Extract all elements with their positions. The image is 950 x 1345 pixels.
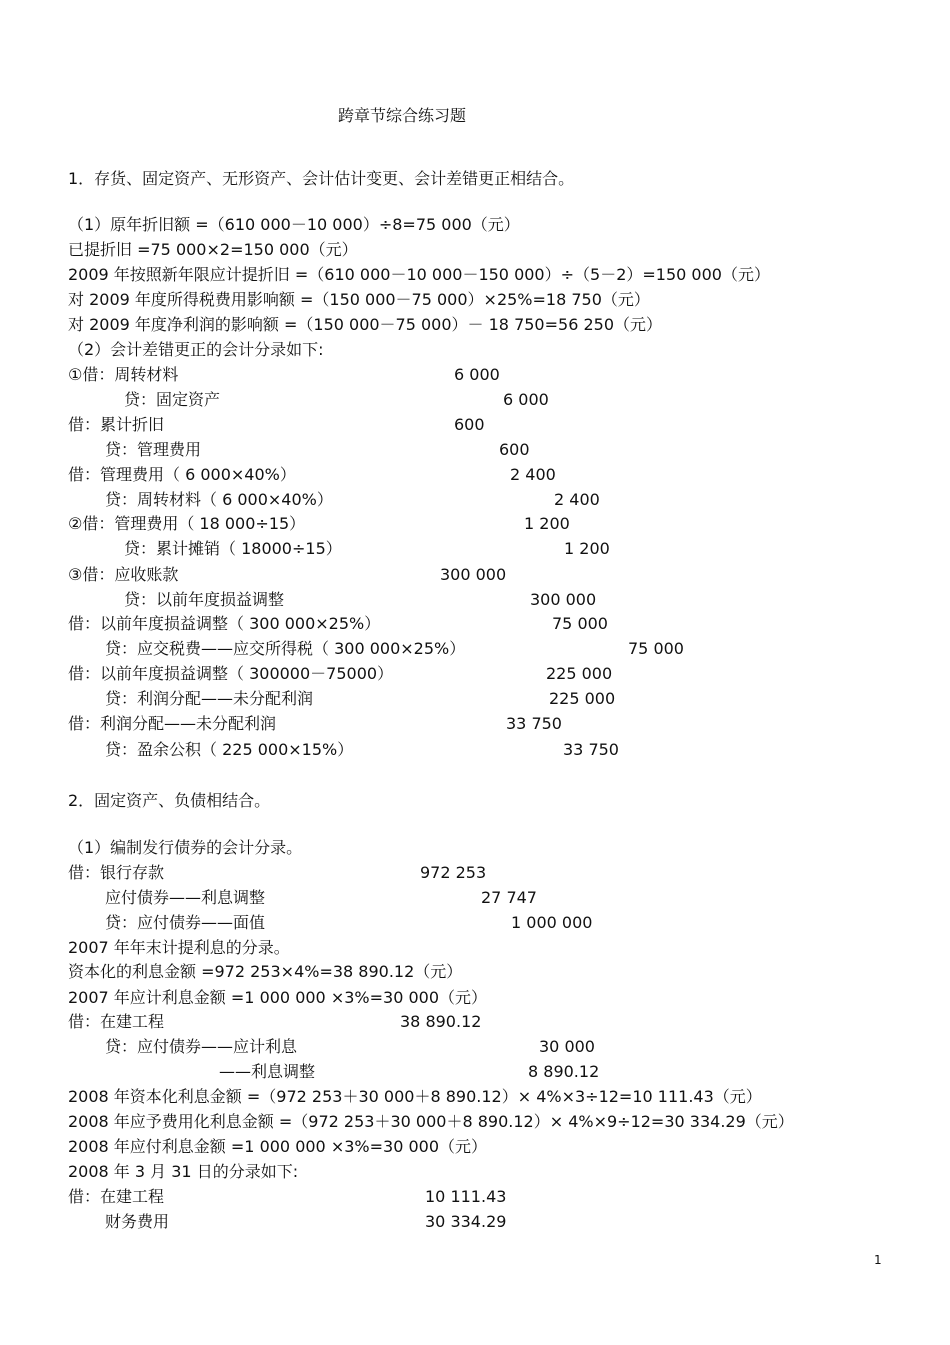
journal-entry-amount: 30 000 xyxy=(539,1037,595,1056)
journal-entry-label: ③借：应收账款 xyxy=(68,565,179,584)
journal-entry-amount: 225 000 xyxy=(549,689,616,708)
journal-entry-label: 借：以前年度损益调整（ 300000－75000） xyxy=(68,664,394,683)
section-heading: 2．固定资产、负债相结合。 xyxy=(68,791,271,810)
text-line: （1）编制发行债券的会计分录。 xyxy=(68,838,303,857)
page-title: 跨章节综合练习题 xyxy=(338,106,467,125)
journal-entry-amount: 1 000 000 xyxy=(511,913,593,932)
journal-entry-amount: 38 890.12 xyxy=(400,1012,482,1031)
journal-entry-amount: 2 400 xyxy=(554,490,600,509)
journal-entry-label: 财务费用 xyxy=(105,1212,170,1231)
journal-entry-amount: 225 000 xyxy=(546,664,613,683)
text-line: 资本化的利息金额 =972 253×4%=38 890.12（元） xyxy=(68,962,463,981)
journal-entry-amount: 1 200 xyxy=(524,514,570,533)
journal-entry-label: ①借：周转材料 xyxy=(68,365,179,384)
text-line: 2009 年按照新年限应计提折旧 =（610 000－10 000－150 000）÷（5－2）=150 000（元） xyxy=(68,265,770,284)
journal-entry-label: 贷：累计摊销（ 18000÷15） xyxy=(124,539,342,558)
journal-entry-label: 贷：应交税费——应交所得税（ 300 000×25%） xyxy=(105,639,466,658)
journal-entry-amount: 600 xyxy=(454,415,485,434)
text-line: （2）会计差错更正的会计分录如下: xyxy=(68,340,324,359)
journal-entry-amount: 27 747 xyxy=(481,888,537,907)
journal-entry-amount: 8 890.12 xyxy=(528,1062,600,1081)
journal-entry-label: 借：以前年度损益调整（ 300 000×25%） xyxy=(68,614,381,633)
journal-entry-label: 贷：利润分配——未分配利润 xyxy=(105,689,314,708)
text-line: 2008 年应付利息金额 =1 000 000 ×3%=30 000（元） xyxy=(68,1137,487,1156)
journal-entry-label: 贷：以前年度损益调整 xyxy=(124,590,285,609)
journal-entry-label: 贷：应付债券——面值 xyxy=(105,913,266,932)
text-line: 对 2009 年度净利润的影响额 =（150 000－75 000）－ 18 750=56 250（元） xyxy=(68,315,662,334)
text-line: 对 2009 年度所得税费用影响额 =（150 000－75 000）×25%=18 750（元） xyxy=(68,290,650,309)
journal-entry-amount: 30 334.29 xyxy=(425,1212,507,1231)
journal-entry-amount: 75 000 xyxy=(552,614,608,633)
journal-entry-label: 借：在建工程 xyxy=(68,1012,165,1031)
journal-entry-label: 借：管理费用（ 6 000×40%） xyxy=(68,465,296,484)
journal-entry-label: 贷：应付债券——应计利息 xyxy=(105,1037,298,1056)
journal-entry-label: 贷：周转材料（ 6 000×40%） xyxy=(105,490,333,509)
text-line: 2007 年应计利息金额 =1 000 000 ×3%=30 000（元） xyxy=(68,988,487,1007)
journal-entry-label: 借：银行存款 xyxy=(68,863,165,882)
journal-entry-amount: 972 253 xyxy=(420,863,487,882)
journal-entry-amount: 2 400 xyxy=(510,465,556,484)
journal-entry-amount: 1 200 xyxy=(564,539,610,558)
journal-entry-label: 应付债券——利息调整 xyxy=(105,888,266,907)
journal-entry-amount: 10 111.43 xyxy=(425,1187,507,1206)
journal-entry-label: 贷：管理费用 xyxy=(105,440,202,459)
journal-entry-label: 借：利润分配——未分配利润 xyxy=(68,714,277,733)
text-line: 2008 年应予费用化利息金额 =（972 253＋30 000＋8 890.12）× 4%×9÷12=30 334.29（元） xyxy=(68,1112,794,1131)
journal-entry-label: ②借：管理费用（ 18 000÷15） xyxy=(68,514,306,533)
text-line: （1）原年折旧额 =（610 000－10 000）÷8=75 000（元） xyxy=(68,215,520,234)
journal-entry-label: 借：在建工程 xyxy=(68,1187,165,1206)
journal-entry-amount: 600 xyxy=(499,440,530,459)
text-line: 已提折旧 =75 000×2=150 000（元） xyxy=(68,240,358,259)
text-line: 2008 年 3 月 31 日的分录如下: xyxy=(68,1162,299,1181)
journal-entry-label: ——利息调整 xyxy=(219,1062,316,1081)
text-line: 2008 年资本化利息金额 =（972 253＋30 000＋8 890.12）× 4%×3÷12=10 111.43（元） xyxy=(68,1087,762,1106)
journal-entry-amount: 300 000 xyxy=(530,590,597,609)
journal-entry-label: 借：累计折旧 xyxy=(68,415,165,434)
journal-entry-amount: 6 000 xyxy=(454,365,500,384)
section-heading: 1．存货、固定资产、无形资产、会计估计变更、会计差错更正相结合。 xyxy=(68,169,575,188)
journal-entry-amount: 33 750 xyxy=(563,740,619,759)
text-line: 2007 年年末计提利息的分录。 xyxy=(68,938,290,957)
journal-entry-amount: 6 000 xyxy=(503,390,549,409)
journal-entry-label: 贷：固定资产 xyxy=(124,390,221,409)
journal-entry-amount: 300 000 xyxy=(440,565,507,584)
journal-entry-amount: 75 000 xyxy=(628,639,684,658)
journal-entry-label: 贷：盈余公积（ 225 000×15%） xyxy=(105,740,354,759)
page-number: 1 xyxy=(874,1253,882,1267)
journal-entry-amount: 33 750 xyxy=(506,714,562,733)
